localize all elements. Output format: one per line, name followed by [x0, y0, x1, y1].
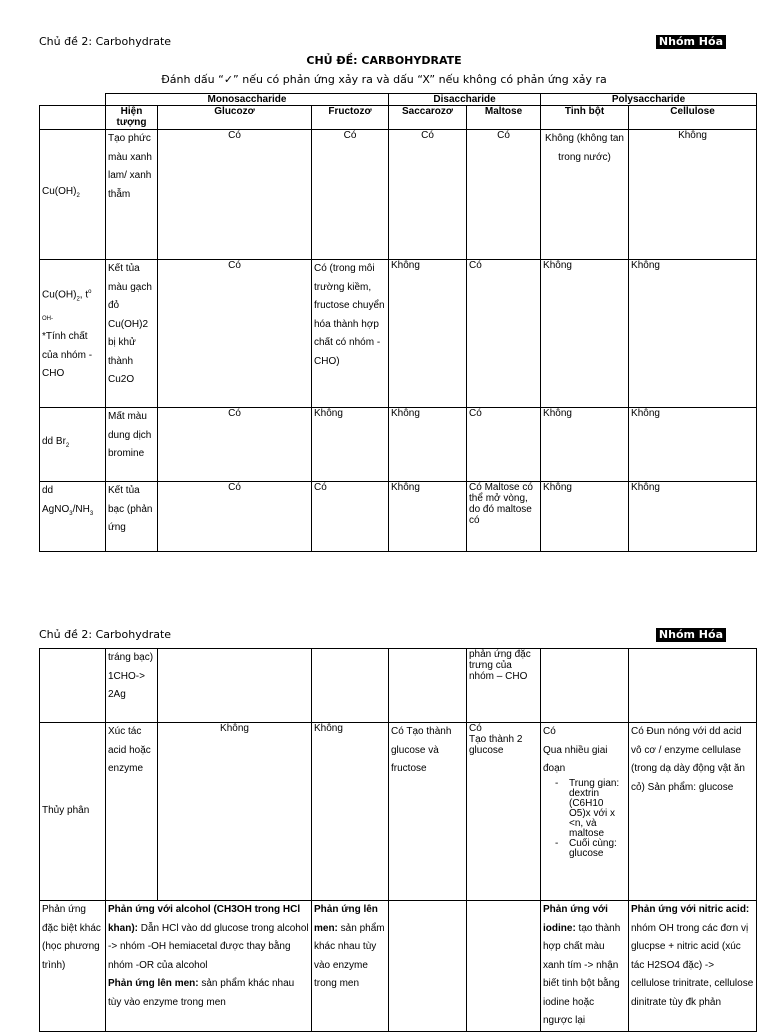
fructose-cell: Có: [312, 482, 389, 552]
starch-cell: Không: [541, 408, 629, 482]
fructose-special-cell: Phản ứng lên men: sản phẩm khác nhau tùy vào enzyme trong men: [312, 901, 389, 1032]
column-header-row: [40, 106, 757, 130]
maltose-cell: Có Tạo thành 2 glucose: [467, 723, 541, 901]
group-mono: Monosaccharide: [106, 94, 389, 106]
phenomenon-cell: Kết tủa màu gạch đỏ Cu(OH)2 bị khử thành Cu2O: [106, 260, 158, 408]
table-row: [40, 408, 757, 482]
glucose-cell: Có: [158, 260, 312, 408]
reagent-cell: $Cu(OH)_2$, $t^o$ OH- *Tính chất của nhóm -CHO: [40, 260, 106, 408]
sucrose-cell: Không: [389, 408, 467, 482]
fructose-cell: Có (trong môi trường kiềm, fructose chuyển hóa thành hợp chất có nhóm -CHO): [312, 260, 389, 408]
instruction-text: Đánh dấu “✓” nếu có phản ứng xảy ra và dấu “X” nếu không có phản ứng xảy ra: [161, 73, 607, 86]
document-title: CHỦ ĐỀ: CARBOHYDRATE: [306, 54, 462, 67]
sucrose-cell: Có Tạo thành glucose và fructose: [389, 723, 467, 901]
cellulose-cell: Không: [629, 408, 757, 482]
glucose-cell: Có: [158, 482, 312, 552]
fructose-cell: Không: [312, 723, 389, 901]
fructose-cell: Không: [312, 408, 389, 482]
glucose-cell: Có: [158, 408, 312, 482]
glucose-cell: Có: [158, 130, 312, 260]
col-sucrose: Saccarozơ: [389, 106, 467, 130]
reagent-cell: dd $Br_2$: [40, 408, 106, 482]
phenomenon-cell: Kết tủa bạc (phản ứng: [106, 482, 158, 552]
reaction-table-page1: [39, 93, 757, 552]
maltose-cell: Có: [467, 408, 541, 482]
table-row: [40, 482, 757, 552]
cellulose-cell: Không: [629, 482, 757, 552]
table-row: [40, 649, 757, 723]
maltose-cell: phản ứng đặc trưng của nhóm – CHO: [467, 649, 541, 723]
glucose-special-cell: Phản ứng với alcohol (CH3OH trong HCl khan): Dẫn HCl vào dd glucose trong alcohol -> nhóm -OH hemiacetal được thay bằng nhóm -OR của alcohol Phản ứng lên men: sản phẩm khác nhau tùy vào enzyme trong men: [106, 901, 312, 1032]
sucrose-cell: Có: [389, 130, 467, 260]
cellulose-cell: Có Đun nóng với dd acid vô cơ / enzyme cellulase (trong dạ dày động vật ăn cỏ) Sản phẩm: glucose: [629, 723, 757, 901]
list-item: - Cuối cùng: glucose: [569, 839, 626, 859]
fructose-cell: Có: [312, 130, 389, 260]
maltose-cell: Có: [467, 260, 541, 408]
table-row: [40, 723, 757, 901]
sucrose-cell: Không: [389, 482, 467, 552]
group-badge: Nhóm Hóa: [656, 628, 726, 642]
starch-cell: Không: [541, 482, 629, 552]
cellulose-cell: Không: [629, 260, 757, 408]
page-header-text: Chủ đề 2: Carbohydrate: [39, 628, 172, 641]
page-break: [0, 553, 768, 620]
col-glucose: Glucozơ: [158, 106, 312, 130]
starch-special-cell: Phản ứng với iodine: tạo thành hợp chất màu xanh tím -> nhận biết tinh bột bằng iodine hoặc ngược lại: [541, 901, 629, 1032]
maltose-cell: Có Maltose có thể mở vòng, do đó maltose có: [467, 482, 541, 552]
col-cellulose: Cellulose: [629, 106, 757, 130]
starch-cell: Có Qua nhiều giai đoạn - Trung gian: dextrin (C6H10 O5)x với x <n, và maltose - Cuối cùng: glucose: [541, 723, 629, 901]
starch-cell: Không: [541, 260, 629, 408]
cellulose-special-cell: Phản ứng với nitric acid: nhóm OH trong các đơn vị glucpse + nitric acid (xúc tác H2SO4 đặc) -> cellulose trinitrate, cellulose dinitrate tùy đk phản: [629, 901, 757, 1032]
col-starch: Tinh bột: [541, 106, 629, 130]
table-row: [40, 130, 757, 260]
list-item: - Trung gian: dextrin (C6H10 O5)x với x <n, và maltose: [569, 779, 626, 839]
reagent-cell: Phản ứng đặc biệt khác (học phương trình): [40, 901, 106, 1032]
group-header-row: [40, 94, 757, 106]
page-header-text: Chủ đề 2: Carbohydrate: [39, 35, 172, 48]
group-di: Disaccharide: [389, 94, 541, 106]
group-badge: Nhóm Hóa: [656, 35, 726, 49]
glucose-cell: Không: [158, 723, 312, 901]
phenomenon-cell: Tạo phức màu xanh lam/ xanh thẫm: [106, 130, 158, 260]
table-row: [40, 260, 757, 408]
reaction-table-page2: [39, 648, 757, 1032]
maltose-cell: Có: [467, 130, 541, 260]
reagent-cell: $Cu(OH)_2$: [40, 130, 106, 260]
table-row: [40, 901, 757, 1032]
col-maltose: Maltose: [467, 106, 541, 130]
starch-steps-list: [543, 779, 626, 859]
group-poly: Polysaccharide: [541, 94, 757, 106]
reagent-cell: Thủy phân: [40, 723, 106, 901]
starch-cell: Không (không tan trong nước): [541, 130, 629, 260]
phenomenon-cell: tráng bạc) 1CHO-> 2Ag: [106, 649, 158, 723]
col-fructose: Fructozơ: [312, 106, 389, 130]
phenomenon-cell: Xúc tác acid hoặc enzyme: [106, 723, 158, 901]
sucrose-cell: Không: [389, 260, 467, 408]
phenomenon-cell: Mất màu dung dịch bromine: [106, 408, 158, 482]
col-phenomenon: Hiện tượng: [106, 106, 158, 130]
cellulose-cell: Không: [629, 130, 757, 260]
reagent-cell: dd $AgNO_3/NH_3$: [40, 482, 106, 552]
